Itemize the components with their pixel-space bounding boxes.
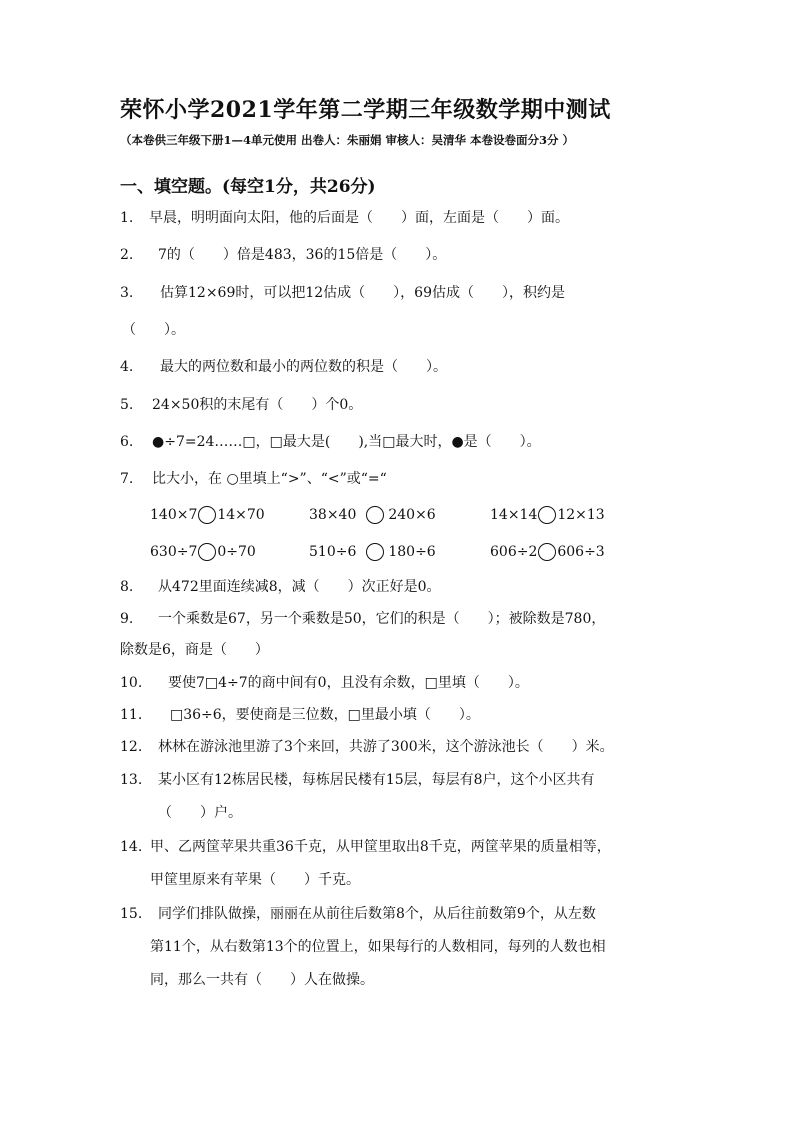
- compare-left: 140×7: [150, 507, 198, 523]
- compare-item: [490, 542, 605, 562]
- compare-circle[interactable]: [366, 543, 384, 561]
- question-number: 8.: [120, 579, 134, 595]
- question-number: 1.: [120, 210, 134, 226]
- question-text: 早晨，明明面向太阳，他的后面是（ ）面，左面是（ ）面。: [149, 210, 569, 226]
- question-text: 最大的两位数和最小的两位数的积是（ ）。: [160, 359, 447, 375]
- compare-circle[interactable]: [538, 506, 556, 524]
- compare-circle[interactable]: [198, 506, 216, 524]
- question-number: 15.: [120, 906, 143, 922]
- compare-right: 14×70: [217, 507, 265, 523]
- question-text: 7的（ ）倍是483，36的15倍是（ ）。: [158, 247, 447, 263]
- compare-left: 606÷2: [490, 544, 538, 560]
- question-number: 4.: [120, 359, 134, 375]
- question-text: 同学们排队做操，丽丽在从前往后数第8个，从后往前数第9个，从左数: [158, 906, 596, 922]
- compare-left: 510÷6: [309, 544, 357, 560]
- compare-left: 630÷7: [150, 544, 198, 560]
- compare-right: 240×6: [388, 507, 436, 523]
- compare-right: 180÷6: [388, 544, 436, 560]
- question-text: 要使7□4÷7的商中间有0，且没有余数，□里填（ ）。: [168, 675, 529, 691]
- compare-item: [490, 505, 605, 525]
- question-number: 3.: [120, 285, 134, 301]
- question-text: 甲、乙两筐苹果共重36千克，从甲筐里取出8千克，两筐苹果的质量相等，: [150, 839, 611, 855]
- question-text-continued: 除数是6，商是（ ）: [120, 642, 269, 658]
- question-text: 比大小，在 ○里填上“>”、“<”或“=“: [152, 471, 387, 487]
- compare-left: 38×40: [309, 507, 357, 523]
- question-text: 林林在游泳池里游了3个来回，共游了300米，这个游泳池长（ ）米。: [158, 739, 614, 755]
- question-text: ●÷7=24……□，□最大是( ),当□最大时，●是（ ）。: [152, 434, 541, 450]
- compare-right: 0÷70: [217, 544, 256, 560]
- question-text: 一个乘数是67，另一个乘数是50，它们的积是（ ）；被除数是780，: [158, 611, 606, 627]
- compare-circle[interactable]: [538, 543, 556, 561]
- question-text: □36÷6，要使商是三位数，□里最小填（ ）。: [170, 707, 480, 723]
- question-number: 6.: [120, 434, 134, 450]
- compare-left: 14×14: [490, 507, 538, 523]
- question-number: 11.: [120, 707, 143, 723]
- question-text: 24×50积的末尾有（ ）个0。: [152, 397, 363, 413]
- compare-item: [150, 542, 256, 562]
- compare-item: [309, 542, 436, 562]
- compare-circle[interactable]: [198, 543, 216, 561]
- exam-info: （本卷供三年级下册1—4单元使用 出卷人：朱丽娟 审核人：吴清华 本卷设卷面分3分 ）: [120, 133, 575, 147]
- compare-item: [150, 505, 265, 525]
- question-number: 13.: [120, 772, 143, 788]
- page-title: 荣怀小学2021学年第二学期三年级数学期中测试: [120, 97, 611, 123]
- question-text-continued: 甲筐里原来有苹果（ ）千克。: [150, 872, 360, 888]
- question-text: 从472里面连续减8，减（ ）次正好是0。: [158, 579, 441, 595]
- question-text: 某小区有12栋居民楼，每栋居民楼有15层，每层有8户，这个小区共有: [158, 772, 595, 788]
- question-number: 14.: [120, 839, 143, 855]
- question-text-continued: 第11个，从右数第13个的位置上，如果每行的人数相同，每列的人数也相: [150, 939, 606, 955]
- question-number: 9.: [120, 611, 134, 627]
- section-heading-fill-blank: 一、填空题。(每空1分，共26分): [120, 177, 376, 197]
- question-number: 5.: [120, 397, 134, 413]
- compare-circle[interactable]: [366, 506, 384, 524]
- compare-item: [309, 505, 436, 525]
- question-text-continued: （ ）。: [122, 322, 185, 338]
- question-text-continued: 同，那么一共有（ ）人在做操。: [150, 972, 374, 988]
- compare-right: 606÷3: [557, 544, 605, 560]
- compare-right: 12×13: [557, 507, 605, 523]
- question-number: 2.: [120, 247, 134, 263]
- question-number: 10.: [120, 675, 143, 691]
- question-number: 7.: [120, 471, 134, 487]
- question-text: 估算12×69时，可以把12估成（ ），69估成（ ），积约是: [160, 285, 565, 301]
- question-number: 12.: [120, 739, 143, 755]
- question-text-continued: （ ）户。: [158, 805, 242, 821]
